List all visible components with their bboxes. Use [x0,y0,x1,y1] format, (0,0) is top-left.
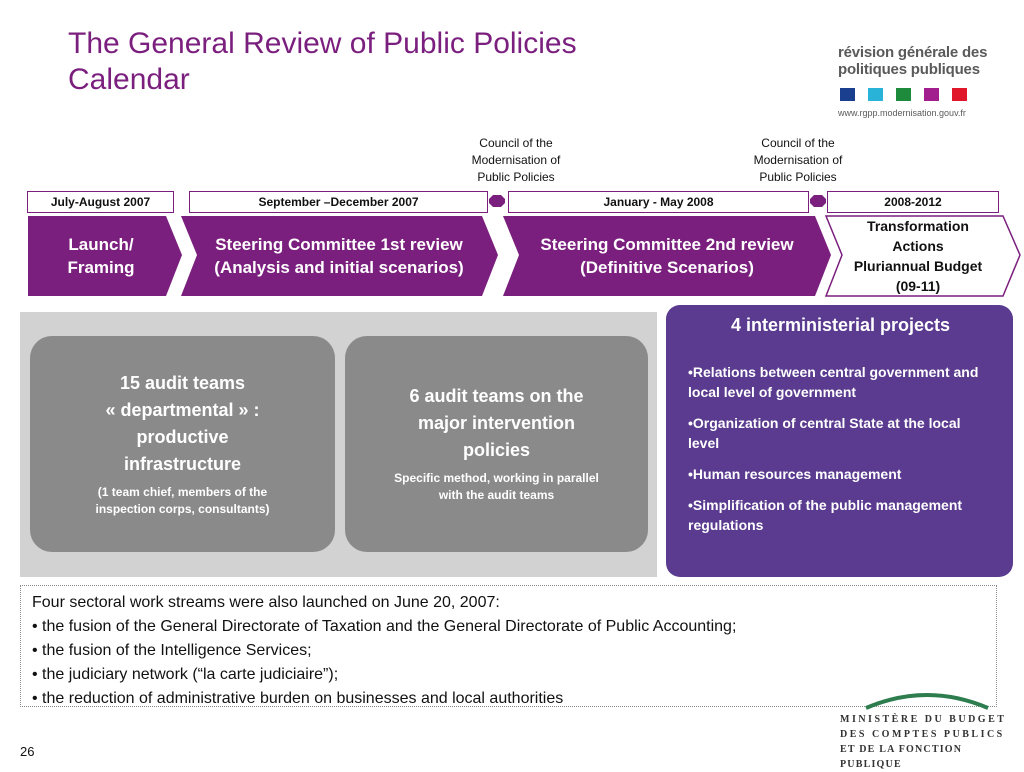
logo-square-cyan [868,88,883,101]
phase-steering-2-line1: Steering Committee 2nd review [540,235,794,254]
audit-box-1-title-line4: infrastructure [123,454,242,474]
logo-square-blue [840,88,855,101]
council-2-line3: Public Policies [759,170,837,184]
audit-box-2-note [345,470,648,504]
audit-box-1-note-line1: (1 team chief, members of the [97,485,268,499]
projects-heading: 4 interministerial projects [730,315,951,335]
phase-steering-1-line1: Steering Committee 1st review [215,235,463,254]
project-item: •Organization of central State at the local level [688,415,961,451]
audit-box-2-title-line3: policies [462,440,531,460]
council-label-1 [451,135,581,186]
phase-steering-2-line2: (Definitive Scenarios) [580,258,754,277]
logo-url: www.rgpp.modernisation.gouv.fr [838,108,966,118]
page-title-line2: Calendar [68,63,190,96]
phase-transformation-line1: Transformation [867,218,969,234]
audit-box-1-title-line1: 15 audit teams [119,373,246,393]
logo-square-red [952,88,967,101]
council-marker-1-icon [489,195,505,207]
council-2-line1: Council of the [761,136,835,150]
audit-box-intervention [345,336,648,552]
council-marker-2-icon [810,195,826,207]
audit-box-2-title-line2: major intervention [417,413,576,433]
council-1-line2: Modernisation of [471,153,561,167]
audit-box-2-title-line1: 6 audit teams on the [409,386,584,406]
stream-item: • the reduction of administrative burden on businesses and local authorities [32,690,564,707]
streams-intro: Four sectoral work streams were also launched on June 20, 2007: [32,594,500,611]
project-item: •Relations between central government and local level of government [688,364,979,400]
phase-transformation-label [838,214,998,298]
ministry-line2: DES COMPTES PUBLICS [840,729,1005,740]
logo-line1: révision générale des [838,44,988,61]
ministry-line3: ET DE LA FONCTION PUBLIQUE [840,744,963,770]
rgpp-logo-text [838,44,1018,78]
project-item: •Human resources management [688,466,902,482]
phase-steering-2-label [512,216,822,296]
phase-launch-line1: Launch/ [68,235,134,254]
audit-box-1-note [30,484,335,518]
logo-line2: politiques publiques [838,61,980,78]
stream-item: • the fusion of the General Directorate of Taxation and the General Directorate of Public Accounting; [32,618,737,635]
phase-transformation-line3: Pluriannual Budget [853,258,983,274]
ministry-line1: MINISTÈRE DU BUDGET [840,714,1007,725]
work-streams-box [20,585,997,707]
stream-item: • the judiciary network (“la carte judiciaire”); [32,666,339,683]
period-2008-2012: 2008-2012 [827,191,999,213]
projects-list [688,362,993,535]
audit-box-1-title-line3: productive [136,427,229,447]
audit-box-2-note-line2: with the audit teams [438,488,555,502]
audit-box-1-title [30,370,335,478]
project-item: •Simplification of the public management regulations [688,497,963,533]
council-1-line3: Public Policies [477,170,555,184]
phase-transformation-line2: Actions [892,238,944,254]
period-july-august-2007: July-August 2007 [27,191,174,213]
phase-steering-1-label [190,216,488,296]
audit-box-departmental [30,336,335,552]
phase-launch-label [28,216,174,296]
audit-box-2-title [345,383,648,464]
phase-transformation-line4: (09-11) [895,278,941,294]
page-number: 26 [20,744,35,759]
phase-launch-line2: Framing [67,258,135,277]
ministry-logo-text [840,712,1016,772]
period-jan-may-2008: January - May 2008 [508,191,809,213]
council-1-line1: Council of the [479,136,553,150]
ministry-arc-icon [862,688,992,710]
period-sept-dec-2007: September –December 2007 [189,191,488,213]
page-title [68,26,708,98]
page-title-line1: The General Review of Public Policies [68,27,577,60]
audit-box-1-title-line2: « departmental » : [105,400,260,420]
audit-box-2-note-line1: Specific method, working in parallel [394,471,599,485]
logo-color-squares [840,88,967,101]
council-label-2 [733,135,863,186]
logo-square-magenta [924,88,939,101]
council-2-line2: Modernisation of [753,153,843,167]
phase-steering-1-line2: (Analysis and initial scenarios) [214,258,464,277]
logo-square-green [896,88,911,101]
stream-item: • the fusion of the Intelligence Services; [32,642,312,659]
interministerial-projects-box [666,305,1013,577]
audit-box-1-note-line2: inspection corps, consultants) [95,502,270,516]
